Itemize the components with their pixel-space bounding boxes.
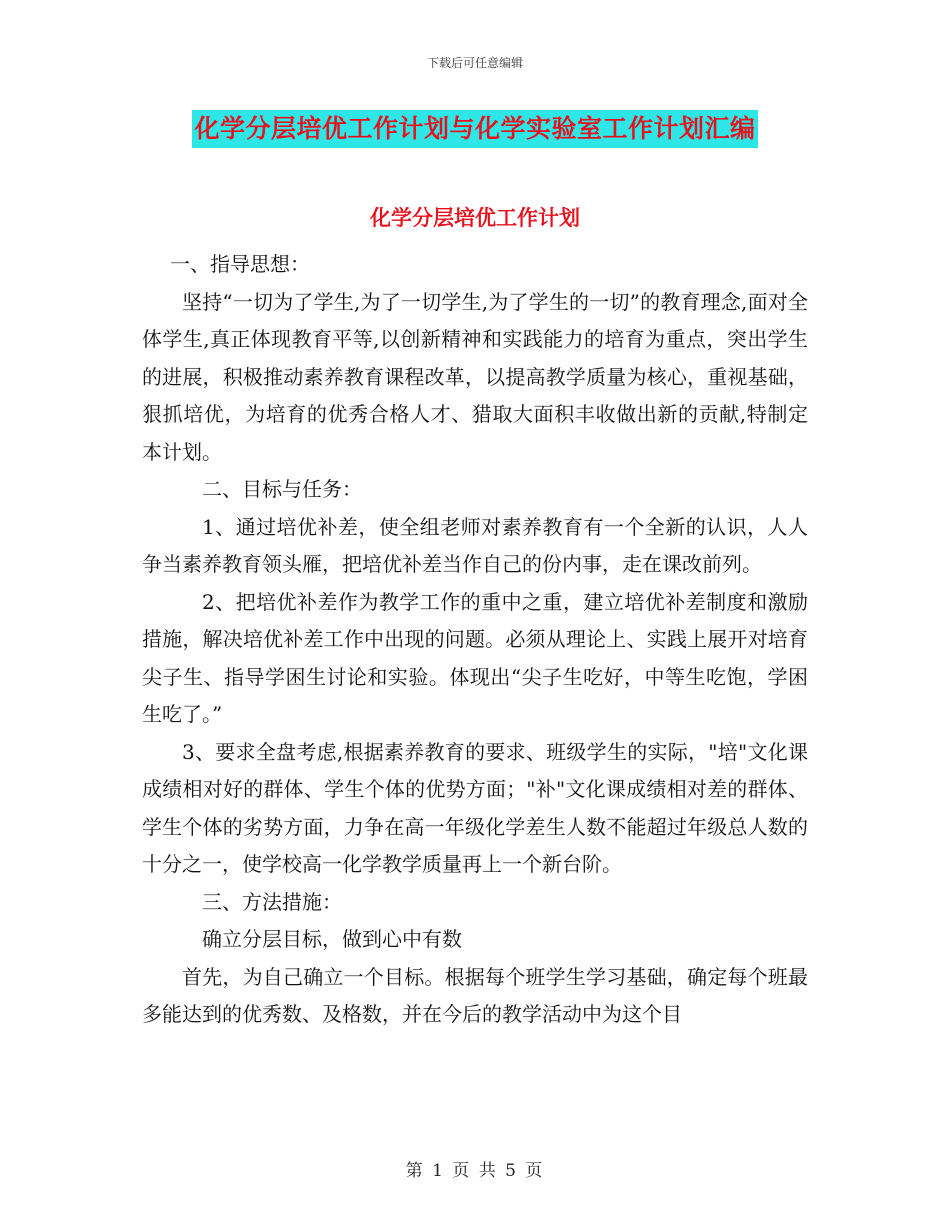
heading-guiding-idea: 一、指导思想： (170, 252, 310, 276)
paragraph-goal-3: 3、要求全盘考虑,根据素养教育的要求、班级学生的实际，"培"文化课成绩相对好的群体、学生个体的优势方面；"补"文化课成绩相对差的群体、学生个体的劣势方面，力争在高一年级化学差生人数不能超过年级总人数的十分之一，使学校高一化学教学质量再上一个新台阶。 (142, 739, 808, 876)
paragraph-goal-2: 2、把培优补差作为教学工作的重中之重，建立培优补差制度和激励措施，解决培优补差工作中出现的问题。必须从理论上、实践上展开对培育尖子生、指导学困生讨论和实验。体现出“尖子生吃好，中等生吃饱，学困生吃了。” (142, 589, 808, 726)
paragraph-first-goal: 首先，为自己确立一个目标。根据每个班学生学习基础，确定每个班最多能达到的优秀数、及格数，并在今后的教学活动中为这个目 (142, 964, 808, 1026)
heading-methods: 三、方法措施： (202, 889, 342, 914)
main-title: 化学分层培优工作计划与化学实验室工作计划汇编 (192, 110, 757, 148)
section-title: 化学分层培优工作计划 (370, 206, 580, 230)
main-title-wrap (0, 110, 950, 148)
heading-goals-tasks: 二、目标与任务： (202, 477, 362, 501)
document-body (142, 246, 808, 1034)
paragraph-guiding-idea: 坚持“一切为了学生,为了一切学生,为了学生的一切”的教育理念,面对全体学生,真正体现教育平等,以创新精神和实践能力的培育为重点，突出学生的进展，积极推动素养教育课程改革，以提高教学质量为核心，重视基础，狠抓培优，为培育的优秀合格人才、猎取大面积丰收做出新的贡献,特制定本计划。 (142, 289, 808, 464)
subheading-layered-goals: 确立分层目标，做到心中有数 (202, 927, 462, 951)
page-footer: 第 1 页 共 5 页 (405, 1161, 545, 1181)
paragraph-goal-1: 1、通过培优补差，使全组老师对素养教育有一个全新的认识，人人争当素养教育领头雁，把培优补差当作自己的份内事，走在课改前列。 (142, 514, 808, 576)
header-note: 下载后可任意编辑 (426, 56, 523, 70)
